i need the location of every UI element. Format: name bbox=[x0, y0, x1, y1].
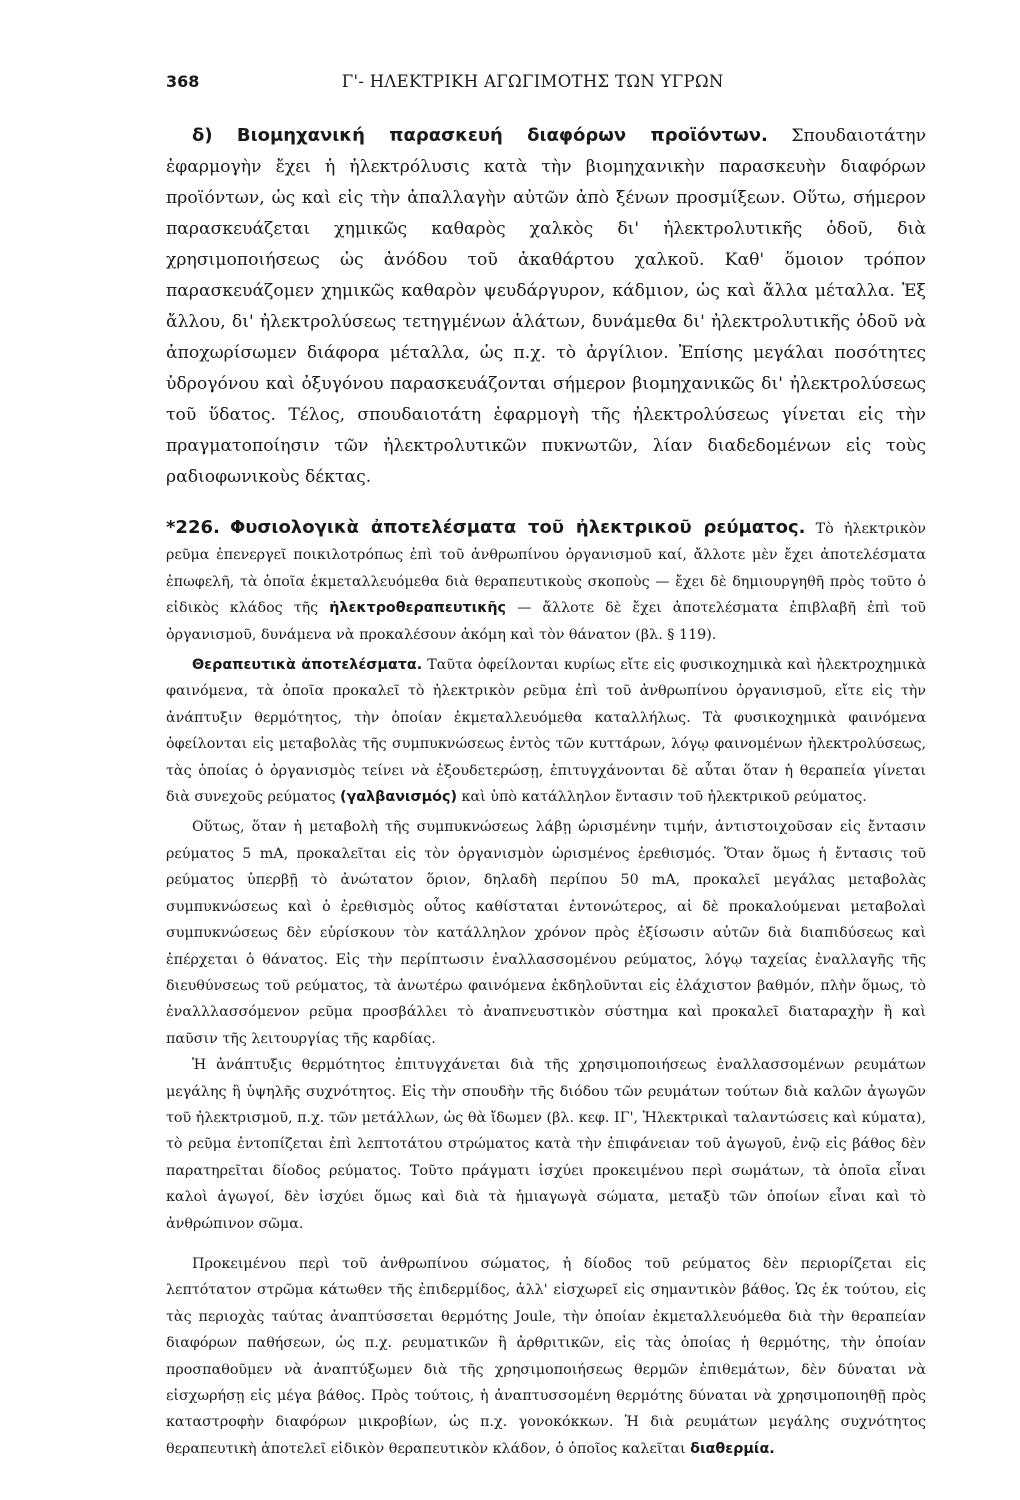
page-header bbox=[166, 72, 926, 91]
section-226-term: ἠλεκτροθεραπευτικῆς bbox=[329, 600, 507, 617]
section-d-text: Σπουδαιοτάτην ἐφαρμογὴν ἔχει ἡ ἠλεκτρόλυσις κατὰ τὴν βιομηχανικὴν παρασκευὴν διαφόρων προϊόντων, ὡς καὶ εἰς τὴν ἀπαλλαγὴν αὐτῶν ἀπὸ ξένων προσμίξεων. Οὕτω, σήμερον παρασκευάζεται χημικῶς καθαρὸς χαλκὸς δι' ἠλεκτρολυτικῆς ὁδοῦ, διὰ χρησιμοποιήσεως ὡς ἀνόδου τοῦ ἀκαθάρτου χαλκοῦ. Καθ' ὅμοιον τρόπον παρασκευάζομεν χημικῶς καθαρὸν ψευδάργυρον, κάδμιον, ὡς καὶ ἄλλα μέταλλα. Ἐξ ἄλλου, δι' ἠλεκτρολύσεως τετηγμένων ἁλάτων, δυνάμεθα δι' ἠλεκτρολυτικῆς ὁδοῦ νὰ ἀποχωρίσωμεν διάφορα μέταλλα, ὡς π.χ. τὸ ἀργίλιον. Ἐπίσης μεγάλαι ποσότητες ὑδρογόνου καὶ ὀξυγόνου παρασκευάζονται σήμερον βιομηχανικῶς δι' ἠλεκτρολύσεως τοῦ ὕδατος. Τέλος, σπουδαιοτάτη ἐφαρμογὴ τῆς ἠλεκτρολύσεως γίνεται εἰς τὴν πραγματοποίησιν τῶν ἠλεκτρολυτικῶν πυκνωτῶν, λίαν διαδεδομένων εἰς τοὺς ραδιοφωνικοὺς δέκτας. bbox=[166, 126, 927, 487]
section-226-number: *226. bbox=[166, 517, 220, 538]
section-226-paragraph bbox=[166, 515, 926, 648]
page-number: 368 bbox=[166, 72, 200, 91]
paragraph-heat-development: Ἡ ἀνάπτυξις θερμότητος ἐπιτυγχάνεται διὰ τῆς χρησιμοποιήσεως ἐναλλασσομένων ρευμάτων μεγάλης ἢ ὑψηλῆς συχνότητος. Εἰς τὴν σπουδὴν τῆς διόδου τῶν ρευμάτων τούτων διὰ καλῶν ἀγωγῶν τοῦ ἠλεκτρισμοῦ, π.χ. τῶν μετάλλων, ὡς θὰ ἴδωμεν (βλ. κεφ. ΙΓ', Ἠλεκτρικαὶ ταλαντώσεις καὶ κύματα), τὸ ρεῦμα ἐντοπίζεται ἐπὶ λεπτοτάτου στρώματος κατὰ τὴν ἐπιφάνειαν τοῦ ἀγωγοῦ, ἐνῷ εἰς βάθος δὲν παρατηρεῖται δίοδος ρεύματος. Τοῦτο πράγματι ἰσχύει προκειμένου περὶ σωμάτων, τὰ ὁποῖα εἶναι καλοὶ ἀγωγοί, δὲν ἰσχύει ὅμως καὶ διὰ τὰ ἡμιαγωγὰ σώματα, μεταξὺ τῶν ὁποίων εἶναι καὶ τὸ ἀνθρώπινον σῶμα. bbox=[166, 1057, 926, 1232]
section-226-text-end: — ἄλλοτε δὲ ἔχει ἀποτελέσματα ἐπιβλαβῆ ἐπὶ τοῦ ὀργανισμοῦ, δυνάμενα νὰ προκαλέσουν ἀκόμη καὶ τὸν θάνατον (βλ. § 119). bbox=[166, 600, 926, 643]
running-title: Γ'- ΗΛΕΚΤΡΙΚΗ ΑΓΩΓΙΜΟΤΗΣ ΤΩΝ ΥΓΡΩΝ bbox=[341, 72, 724, 91]
therapeutic-text-start: Ταῦτα ὀφείλονται κυρίως εἴτε εἰς φυσικοχημικὰ καὶ ἠλεκτροχημικὰ φαινόμενα, τὰ ὁποῖα προκαλεῖ τὸ ἠλεκτρικὸν ρεῦμα ἐπὶ τοῦ ἀνθρωπίνου ὀργανισμοῦ, εἴτε εἰς τὴν ἀνάπτυξιν θερμότητος, τὴν ὁποίαν ἐκμεταλλευόμεθα καταλλήλως. Τὰ φυσικοχημικὰ φαινόμενα ὀφείλονται εἰς μεταβολὰς τῆς συμπυκνώσεως ἐντὸς τῶν κυττάρων, λόγῳ φαινομένων ἠλεκτρολύσεως, τὰς ὁποίας ὁ ὀργανισμὸς τείνει νὰ ἐξουδετερώσῃ, ἐπιτυγχάνονται δὲ αὗται ὅταν ἡ θεραπεία γίνεται διὰ συνεχοῦς ρεύματος bbox=[166, 657, 927, 806]
therapeutic-text-end: καὶ ὑπὸ κατάλληλον ἔντασιν τοῦ ἠλεκτρικοῦ ρεύματος. bbox=[461, 789, 867, 806]
diathermy-term: διαθερμία. bbox=[690, 1440, 775, 1457]
paragraph-human-body-text: Προκειμένου περὶ τοῦ ἀνθρωπίνου σώματος, ἡ δίοδος τοῦ ρεύματος δὲν περιορίζεται εἰς λεπτότατον στρῶμα κάτωθεν τῆς ἐπιδερμίδος, ἀλλ' εἰσχωρεῖ εἰς σημαντικὸν βάθος. Ὡς ἐκ τούτου, εἰς τὰς περιοχὰς ταύτας ἀναπτύσσεται θερμότης Joule, τὴν ὁποίαν ἐκμεταλλευόμεθα διὰ τὴν θεραπείαν διαφόρων παθήσεων, ὡς π.χ. ρευματικῶν ἢ ἀρθριτικῶν, εἰς τὰς ὁποίας ἡ θερμότης, τὴν ὁποίαν προσπαθοῦμεν νὰ ἀναπτύξωμεν διὰ τῆς χρησιμοποιήσεως θερμῶν ἐπιθεμάτων, δὲν δύναται νὰ εἰσχωρήσῃ εἰς μέγα βάθος. Πρὸς τούτοις, ἡ ἀναπτυσσομένη θερμότης δύναται νὰ χρησιμοποιηθῇ πρὸς καταστροφὴν διαφόρων μικροβίων, ὡς π.χ. γονοκόκκων. Ἡ διὰ ρευμάτων μεγάλης συχνότητος θεραπευτικὴ ἀποτελεῖ εἰδικὸν θεραπευτικὸν κλάδον, ὁ ὁποῖος καλεῖται bbox=[166, 1255, 926, 1457]
section-226-text-start: Τὸ ἠλεκτρικὸν ρεῦμα ἐπενεργεῖ ποικιλοτρόπως ἐπὶ τοῦ ἀνθρωπίνου ὀργανισμοῦ καί, ἄλλοτε μὲν ἔχει ἀποτελέσματα ἐπωφελῆ, τὰ ὁποῖα ἐκμεταλλευόμεθα διὰ θεραπευτικοὺς σκοποὺς — ἔχει δὲ δημιουργηθῆ πρὸς τοῦτο ὁ εἰδικὸς κλάδος τῆς bbox=[166, 521, 926, 617]
therapeutic-paragraph bbox=[166, 652, 926, 810]
section-d-title: δ) Βιομηχανική παρασκευή διαφόρων προϊόντων. bbox=[192, 125, 768, 146]
therapeutic-title: Θεραπευτικὰ ἀποτελέσματα. bbox=[192, 657, 423, 674]
page-body bbox=[166, 120, 926, 1462]
therapeutic-term: (γαλβανισμός) bbox=[340, 789, 457, 806]
section-226-title: Φυσιολογικὰ ἀποτελέσματα τοῦ ἠλεκτρικοῦ ρεύματος. bbox=[229, 517, 806, 538]
paragraph-human-body bbox=[166, 1251, 926, 1462]
section-d-paragraph bbox=[166, 120, 926, 493]
paragraph-current-intensity: Οὕτως, ὅταν ἡ μεταβολὴ τῆς συμπυκνώσεως λάβῃ ὡρισμένην τιμήν, ἀντιστοιχοῦσαν εἰς ἔντασιν ρεύματος 5 mA, προκαλεῖται εἰς τὸν ὀργανισμὸν ὡρισμένος ἐρεθισμός. Ὅταν ὅμως ἡ ἔντασις τοῦ ρεύματος ὑπερβῇ τὸ ἀνώτατον ὅριον, δηλαδὴ περίπου 50 mA, προκαλεῖ μεγάλας μεταβολὰς συμπυκνώσεως καὶ ὁ ἐρεθισμὸς οὗτος καθίσταται ἐντονώτερος, αἱ δὲ προκαλούμεναι μεταβολαὶ συμπυκνώσεως δὲν εὑρίσκουν τὸν κατάλληλον χρόνον πρὸς ἐξίσωσιν αὐτῶν διὰ διαπιδύσεως καὶ ἐπέρχεται ὁ θάνατος. Εἰς τὴν περίπτωσιν ἐναλλασσομένου ρεύματος, λόγῳ ταχείας ἐναλλαγῆς τῆς διευθύνσεως τοῦ ρεύματος, τὰ ἀνωτέρω φαινόμενα ἐκδηλοῦνται εἰς ἐλάχιστον βαθμόν, πλὴν ὅμως, τὸ ἐναλλλασσόμενον ρεῦμα προσβάλλει τὸ ἀναπνευστικὸν σύστημα καὶ προκαλεῖ διαταραχὴν ἢ καὶ παῦσιν τῆς λειτουργίας τῆς καρδίας. bbox=[166, 819, 926, 1047]
